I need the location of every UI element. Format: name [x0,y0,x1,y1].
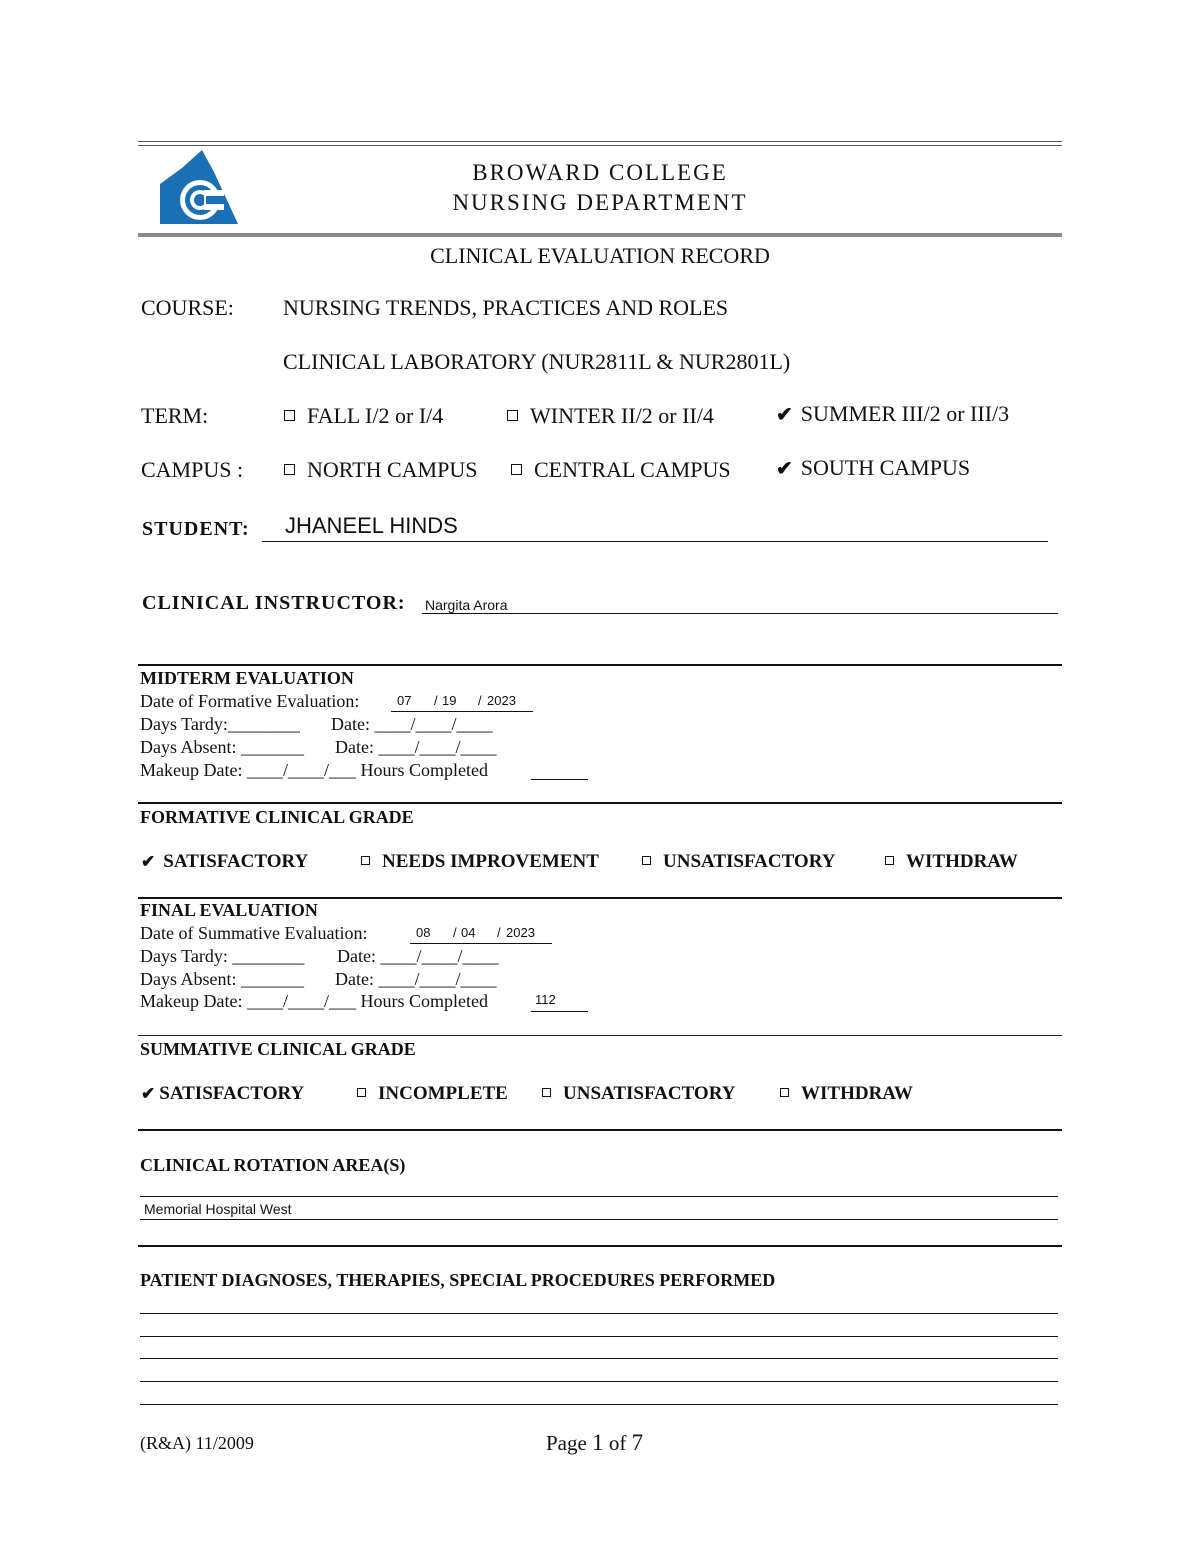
midterm-makeup: Makeup Date: ____/____/___ Hours Completed [140,760,488,780]
summative-grade-heading: SUMMATIVE CLINICAL GRADE [140,1039,416,1059]
final-rule [138,897,1062,899]
midterm-absent-date: Date: ____/____/____ [335,737,497,757]
summative-option-unsatisfactory[interactable] [542,1083,735,1105]
summative-date-label: Date of Summative Evaluation: [140,923,368,943]
grade-option-label: UNSATISFACTORY [663,851,836,872]
summative-option-satisfactory[interactable] [141,1083,304,1105]
grade-option-label: WITHDRAW [801,1083,913,1104]
campus-option-south[interactable] [776,455,970,481]
campus-label: CAMPUS : [141,457,244,482]
course-name: NURSING TRENDS, PRACTICES AND ROLES [283,295,729,320]
diagnoses-line[interactable] [140,1313,1058,1314]
term-option-label: WINTER II/2 or II/4 [530,403,714,428]
course-lab: CLINICAL LABORATORY (NUR2811L & NUR2801L) [283,349,791,374]
diagnoses-line[interactable] [140,1381,1058,1382]
midterm-tardy-date: Date: ____/____/____ [331,714,493,734]
page-total: 7 [631,1430,644,1455]
page-current: 1 [592,1430,604,1455]
college-name: BROWARD COLLEGE [472,160,728,185]
grade-option-label: NEEDS IMPROVEMENT [382,851,599,872]
checkbox-empty-icon[interactable] [357,1088,366,1097]
final-absent: Days Absent: _______ [140,969,304,989]
term-option-summer[interactable] [776,401,1009,427]
final-absent-date: Date: ____/____/____ [335,969,497,989]
midterm-absent: Days Absent: _______ [140,737,304,757]
top-rule-2 [138,145,1062,146]
summative-date-underline [410,943,552,944]
checkbox-empty-icon[interactable] [780,1088,789,1097]
campus-option-label: SOUTH CAMPUS [800,455,971,480]
formative-month[interactable]: 07 [397,693,412,708]
summative-option-incomplete[interactable] [357,1083,508,1105]
grade-option-label: INCOMPLETE [378,1083,508,1104]
diagnoses-rule [138,1245,1062,1247]
campus-option-central[interactable] [511,457,731,483]
course-label: COURSE: [141,295,234,320]
summative-option-withdraw[interactable] [780,1083,913,1105]
rotation-line-2 [140,1219,1058,1220]
header-rule [138,233,1062,237]
page-of: of [608,1431,627,1455]
diagnoses-line[interactable] [140,1404,1058,1405]
term-option-winter[interactable] [507,403,714,429]
formative-day[interactable]: 19 [442,693,457,708]
page-prefix: Page [546,1431,587,1455]
final-hours[interactable]: 112 [535,992,556,1007]
checkmark-icon[interactable]: ✔ [141,852,156,871]
checkbox-empty-icon[interactable] [284,410,295,421]
formative-year[interactable]: 2023 [487,693,516,708]
grade-option-label: UNSATISFACTORY [563,1083,736,1104]
checkmark-icon[interactable]: ✔ [776,458,793,480]
campus-option-label: NORTH CAMPUS [307,457,478,482]
rotation-heading: CLINICAL ROTATION AREA(S) [140,1155,406,1175]
campus-option-north[interactable] [284,457,477,483]
formative-grade-heading: FORMATIVE CLINICAL GRADE [140,807,414,827]
diagnoses-line[interactable] [140,1358,1058,1359]
summative-month[interactable]: 08 [416,925,431,940]
formative-option-satisfactory[interactable] [141,851,308,873]
final-tardy: Days Tardy: ________ [140,946,305,966]
checkbox-empty-icon[interactable] [885,856,894,865]
student-name-field[interactable]: JHANEEL HINDS [285,513,458,538]
checkbox-empty-icon[interactable] [507,410,518,421]
rotation-area-field[interactable]: Memorial Hospital West [144,1201,292,1217]
page-title: CLINICAL EVALUATION RECORD [430,243,770,268]
midterm-rule [138,664,1062,666]
final-heading: FINAL EVALUATION [140,900,318,920]
rotation-line-1 [140,1196,1058,1197]
broward-college-logo [158,150,242,228]
term-option-label: FALL I/2 or I/4 [307,403,444,428]
term-option-label: SUMMER III/2 or III/3 [800,401,1010,426]
instructor-underline [422,613,1058,614]
rotation-rule [138,1129,1062,1131]
midterm-heading: MIDTERM EVALUATION [140,668,354,688]
instructor-name-field[interactable]: Nargita Arora [425,597,508,613]
diagnoses-heading: PATIENT DIAGNOSES, THERAPIES, SPECIAL PROCEDURES PERFORMED [140,1270,776,1290]
summative-year[interactable]: 2023 [506,925,535,940]
formative-date-underline [391,711,533,712]
formative-option-unsatisfactory[interactable] [642,851,835,873]
page-number [546,1430,643,1456]
checkbox-empty-icon[interactable] [642,856,651,865]
final-hours-underline [531,1011,588,1012]
formative-option-needs-improvement[interactable] [361,851,599,873]
summative-day[interactable]: 04 [461,925,476,940]
grade-option-label: SATISFACTORY [163,851,309,872]
department-name: NURSING DEPARTMENT [452,190,748,215]
checkmark-icon[interactable]: ✔ [141,1084,156,1103]
formative-date-label: Date of Formative Evaluation: [140,691,360,711]
student-label: STUDENT: [142,518,250,540]
term-label: TERM: [141,403,209,428]
final-makeup: Makeup Date: ____/____/___ Hours Completed [140,991,488,1011]
diagnoses-line[interactable] [140,1336,1058,1337]
instructor-label: CLINICAL INSTRUCTOR: [142,592,406,614]
formative-option-withdraw[interactable] [885,851,1018,873]
midterm-tardy: Days Tardy:________ [140,714,300,734]
checkbox-empty-icon[interactable] [542,1088,551,1097]
form-code: (R&A) 11/2009 [140,1433,254,1453]
grade-option-label: WITHDRAW [906,851,1018,872]
top-rule [138,141,1062,142]
campus-option-label: CENTRAL CAMPUS [534,457,731,482]
summative-rule [138,1035,1062,1036]
checkmark-icon[interactable]: ✔ [776,404,793,426]
term-option-fall[interactable] [284,403,443,429]
final-tardy-date: Date: ____/____/____ [337,946,499,966]
checkbox-empty-icon[interactable] [361,856,370,865]
student-underline [262,541,1048,542]
checkbox-empty-icon[interactable] [511,464,522,475]
formative-rule [138,802,1062,804]
checkbox-empty-icon[interactable] [284,464,295,475]
midterm-hours-underline [531,779,588,780]
grade-option-label: SATISFACTORY [159,1083,305,1104]
